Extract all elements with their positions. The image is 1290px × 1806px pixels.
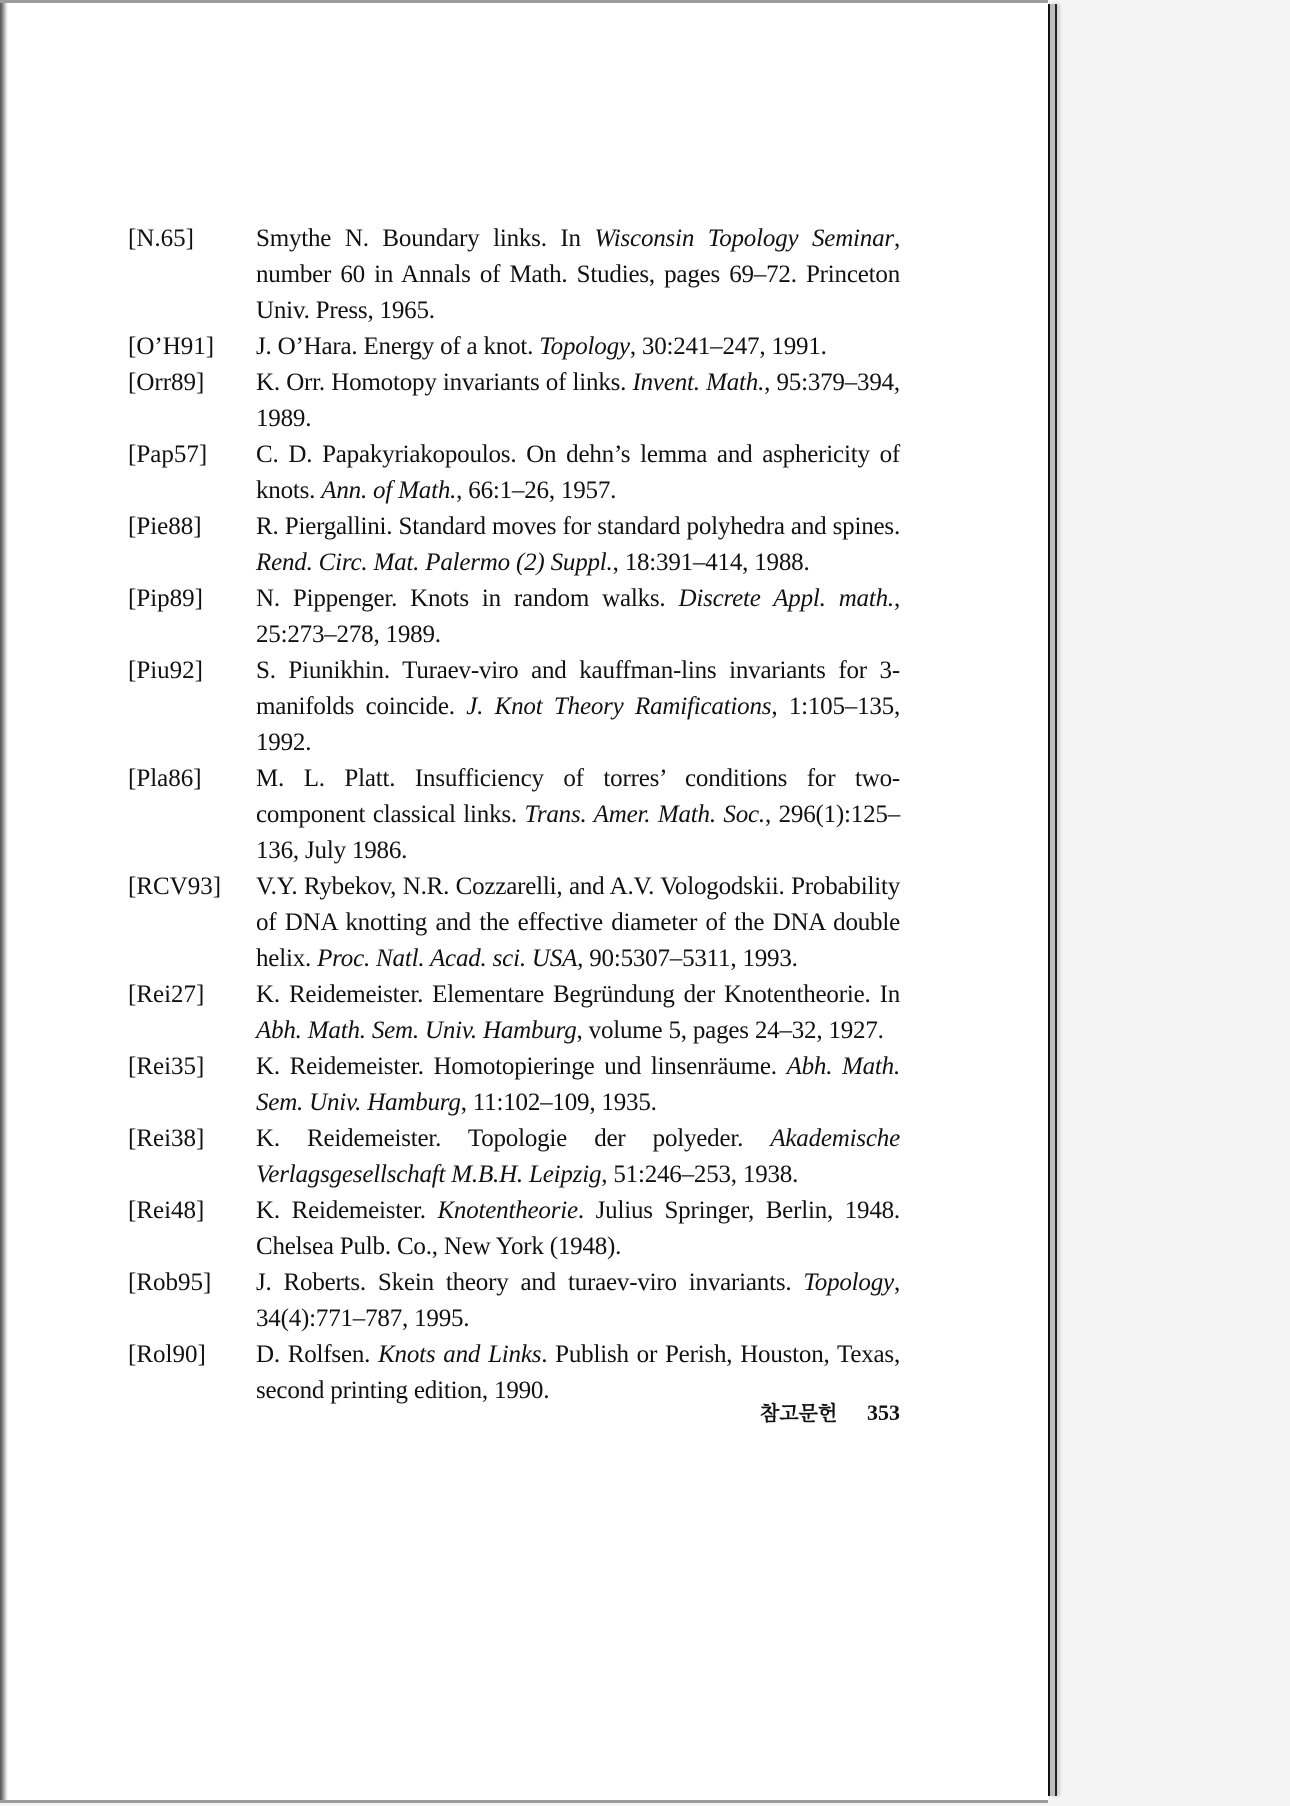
reference-citation [256,653,900,761]
citation-text: J. Roberts. Skein theory and turaev-viro invariants. [256,1269,804,1296]
reference-key: [O’H91] [128,333,215,360]
reference-entry [128,653,900,761]
citation-text: N. Pippenger. Knots in random walks. [256,585,679,612]
reference-key: [Pap57] [128,441,208,468]
reference-citation [256,1049,900,1121]
reference-key: [N.65] [128,225,194,252]
reference-key: [Rol90] [128,1341,206,1368]
citation-title-italic: Invent. Math. [632,369,765,396]
citation-title-italic: Proc. Natl. Acad. sci. USA [317,945,578,972]
citation-text: Smythe N. Boundary links. In [256,225,595,252]
citation-text: R. Piergallini. Standard moves for standard polyhedra and spines. [256,513,900,540]
citation-text: , 25:273–278, 1989. [256,585,901,648]
reference-list [128,221,900,1409]
reference-entry [128,977,900,1049]
reference-citation [256,509,900,581]
citation-text: S. Piunikhin. Turaev-viro and kauffman-lins invariants for 3-manifolds coincide. [256,657,900,720]
citation-text: , 296(1):125–136, July 1986. [256,801,900,864]
citation-text: , 34(4):771–787, 1995. [256,1269,900,1332]
citation-text: K. Reidemeister. [256,1197,438,1224]
citation-text: K. Orr. Homotopy invariants of links. [256,369,633,396]
reference-citation [256,761,900,869]
citation-title-italic: Rend. Circ. Mat. Palermo (2) Suppl. [256,549,613,576]
reference-entry [128,581,900,653]
citation-title-italic: Discrete Appl. math. [678,585,894,612]
citation-title-italic: Abh. Math. Sem. Univ. Hamburg [256,1017,577,1044]
reference-entry [128,1121,900,1193]
reference-key: [Rei38] [128,1125,205,1152]
citation-text: , 11:102–109, 1935. [460,1089,657,1116]
reference-citation [256,581,900,653]
reference-citation [256,1193,900,1265]
citation-text: , 18:391–414, 1988. [612,549,810,576]
reference-key: [Pie88] [128,513,202,540]
reference-key: [RCV93] [128,873,222,900]
citation-text: , 90:5307–5311, 1993. [577,945,798,972]
citation-text: K. Reidemeister. Elementare Begründung der Knotentheorie. In [256,981,900,1008]
reference-key: [Orr89] [128,369,205,396]
citation-text: . Publish or Perish, Houston, Texas, second printing edition, 1990. [256,1341,900,1404]
citation-title-italic: Topology [803,1269,894,1296]
citation-text: K. Reidemeister. Homotopieringe und linsenräume. [256,1053,787,1080]
citation-text: , 51:246–253, 1938. [601,1161,799,1188]
reference-entry [128,761,900,869]
reference-key: [Rei48] [128,1197,205,1224]
citation-text: . Julius Springer, Berlin, 1948. Chelsea Pulb. Co., New York (1948). [256,1197,900,1260]
citation-title-italic: Knots and Links [378,1341,542,1368]
page-curl-right-edge [1048,4,1057,1796]
reference-citation [256,977,900,1049]
page-left-edge-shadow [0,3,8,1800]
citation-text: , volume 5, pages 24–32, 1927. [576,1017,884,1044]
citation-title-italic: Ann. of Math. [321,477,457,504]
citation-title-italic: J. Knot Theory Ramifications [466,693,772,720]
reference-entry [128,1049,900,1121]
reference-key: [Piu92] [128,657,203,684]
footer-section-title: 참고문헌 [760,1401,838,1425]
citation-text: D. Rolfsen. [256,1341,379,1368]
reference-key: [Pla86] [128,765,202,792]
reference-key: [Pip89] [128,585,203,612]
citation-text: M. L. Platt. Insufficiency of torres’ conditions for two-component classical links. [256,765,900,828]
citation-text: C. D. Papakyriakopoulos. On dehn’s lemma and asphericity of knots. [256,441,900,504]
citation-text: K. Reidemeister. Topologie der polyeder. [256,1125,771,1152]
page-footer [760,1397,900,1426]
reference-entry [128,365,900,437]
reference-citation [256,329,900,365]
page-number: 353 [867,1400,900,1425]
citation-title-italic: Wisconsin Topology Seminar [594,225,894,252]
citation-text: , 95:379–394, 1989. [256,369,900,432]
reference-citation [256,365,900,437]
citation-text: , 66:1–26, 1957. [456,477,617,504]
reference-entry [128,1193,900,1265]
reference-key: [Rob95] [128,1269,212,1296]
reference-entry [128,437,900,509]
reference-entry [128,869,900,977]
citation-title-italic: Topology [539,333,630,360]
reference-entry [128,509,900,581]
citation-text: V.Y. Rybekov, N.R. Cozzarelli, and A.V. Vologodskii. Probability of DNA knotting and the effective diameter of the DNA double helix. [256,873,900,972]
citation-title-italic: Trans. Amer. Math. Soc. [524,801,765,828]
citation-text: , 1:105–135, 1992. [256,693,901,756]
citation-title-italic: Akademische Verlagsgesellschaft M.B.H. Leipzig [256,1125,900,1188]
citation-text: , number 60 in Annals of Math. Studies, pages 69–72. Princeton Univ. Press, 1965. [256,225,900,324]
reference-citation [256,1265,900,1337]
reference-entry [128,221,900,329]
citation-title-italic: Knotentheorie [437,1197,578,1224]
reference-key: [Rei27] [128,981,205,1008]
reference-citation [256,1121,900,1193]
reference-citation [256,437,900,509]
reference-citation [256,221,900,329]
reference-entry [128,329,900,365]
citation-text: , 30:241–247, 1991. [629,333,827,360]
reference-citation [256,869,900,977]
citation-title-italic: Abh. Math. Sem. Univ. Hamburg [256,1053,901,1116]
reference-entry [128,1265,900,1337]
reference-key: [Rei35] [128,1053,205,1080]
citation-text: J. O’Hara. Energy of a knot. [256,333,540,360]
